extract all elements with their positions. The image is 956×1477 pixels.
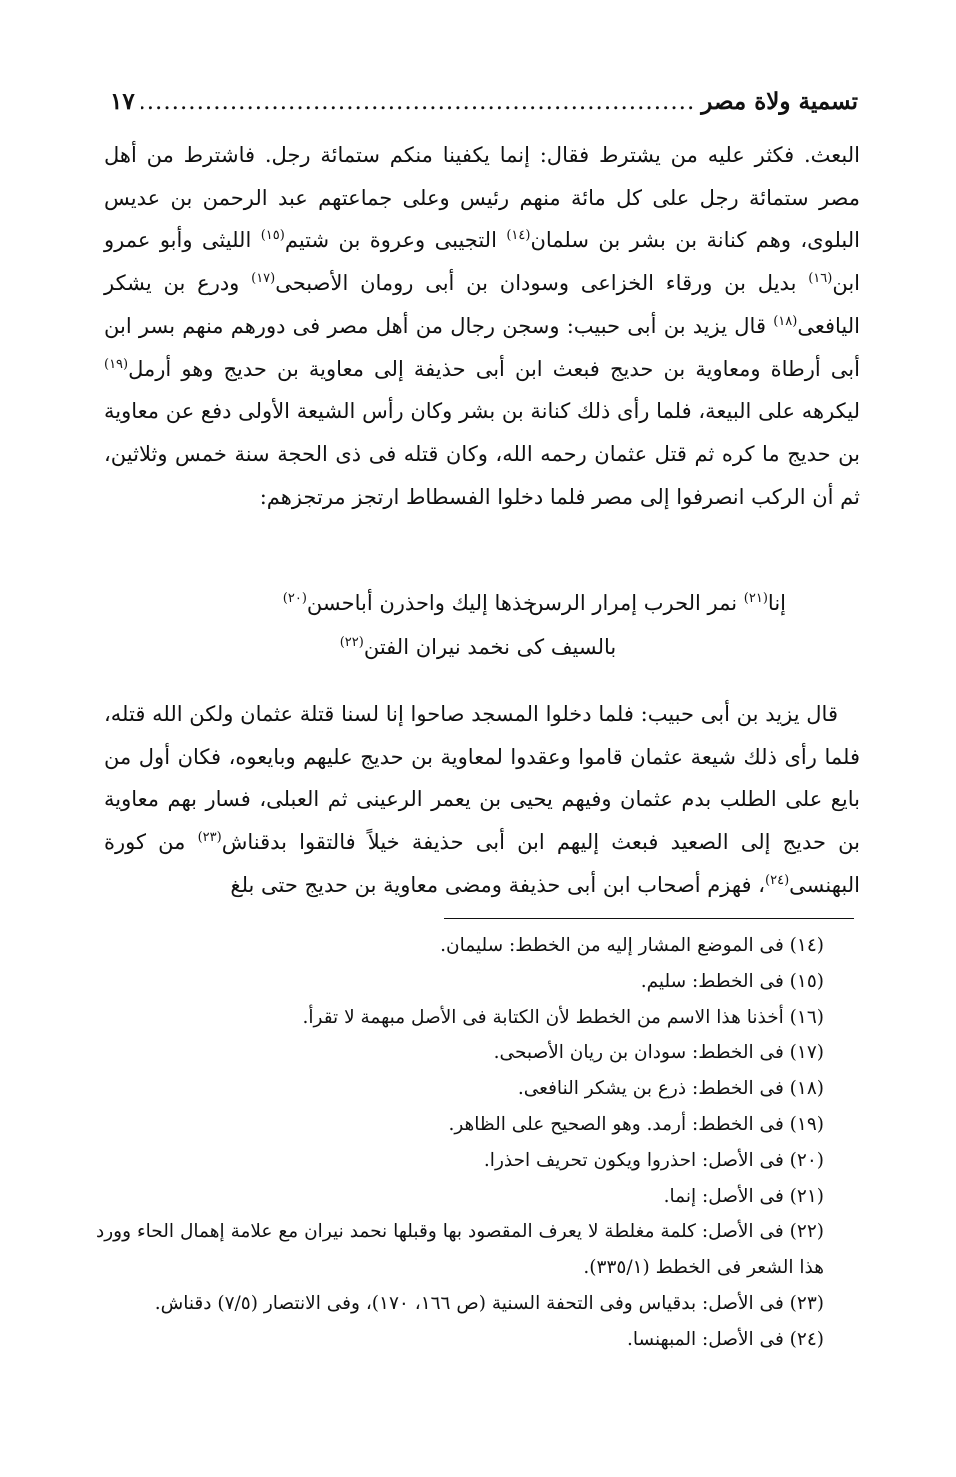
footnote-23: (٢٣) فى الأصل: بدقياس وفى التحفة السنية (ص ١٦٦، ١٧٠)، وفى الانتصار (٧/٥) دقناش. (154, 1292, 824, 1314)
footnote-marker: (١٨) (773, 313, 798, 329)
footnote-marker: (٢٤) (765, 872, 790, 888)
body-paragraph-1: البعث. فكثر عليه من يشترط فقال: إنما يكفينا منكم ستمائة رجل. فاشترط من أهل مصر ستمائة رجل على كل مائة منهم رئيس وعلى جماعتهم عبد الرحمن بن عديس البلوى، وهم كنانة بن بشر بن سلمان$^{(١٤)}$ التجيبى وعروة بن شتيم$^{(١٥)}$ الليثى وأبو عمرو ابن$^{(١٦)}$ بديل بن ورقاء الخزاعى وسودان بن أبى رومان الأصبحى$^{(١٧)}$ ودرع بن يشكر اليافعى$^{(١٨)}$ قال يزيد بن أبى حبيب: وسجن رجال من أهل مصر فى دورهم منهم بسر ابن أبى أرطاة ومعاوية بن حديج فبعث ابن أبى حذيفة إلى معاوية بن حديج وهو أرمل$^{(١٩)}$ ليكرهه على البيعة، فلما رأى ذلك كنانة بن بشر وكان رأس الشيعة الأولى دفع عن معاوية بن حديج ما كره ثم قتل عثمان رحمه الله، وكان قتله فى ذى الحجة سنة خمس وثلاثين، ثم أن الركب انصرفوا إلى مصر فلما دخلوا الفسطاط ارتجز مرتجزهم: (104, 143, 860, 509)
verse-line-1-first-hemistich: خذها إليك واحذرن أباحسن$^{(٢٠)}$ (282, 591, 536, 615)
body-paragraph-2: قال يزيد بن أبى حبيب: فلما دخلوا المسجد صاحوا إنا لسنا قتلة عثمان ولكن الله قتله، فلما رأى ذلك شيعة عثمان قاموا وعقدوا لمعاوية بن حديج عليهم وبايعوه، فكان أول من بايع على الطلب بدم عثمان وفيهم يحيى بن يعمر الرعينى ثم العبلى، فسار بهم معاوية بن حديج إلى الصعيد فبعث إليهم ابن أبى حذيفة خيلاً فالتقوا بدقناش$^{(٢٣)}$ من كورة البهنسى$^{(٢٤)}$، فهزم أصحاب ابن أبى حذيفة ومضى معاوية بن حديج حتى بلغ (104, 702, 861, 897)
footnote-marker: (١٥) (260, 228, 285, 244)
footnote-19: (١٩) فى الخطط: أرمد. وهو الصحيح على الظاهر. (448, 1113, 824, 1135)
footnote-marker: (٢٢) (339, 635, 364, 650)
footnote-20: (٢٠) فى الأصل: احذروا ويكون تحريف احذرا. (483, 1149, 824, 1171)
verse-line-2: بالسيف كى نخمد نيران الفتن$^{(٢٢)}$ (339, 635, 617, 659)
footnotes-list (96, 928, 824, 1358)
footnote-marker: (١٩) (104, 356, 129, 372)
header-title: تسمية ولاة مصر (701, 88, 858, 115)
footnote-marker: (٢٣) (197, 830, 222, 846)
footnote-marker: (١٤) (506, 228, 531, 244)
page-number: ١٧ (110, 88, 135, 115)
footnote-24: (٢٤) فى الأصل: المبهنسا. (626, 1328, 824, 1350)
running-header (110, 88, 858, 128)
footnote-marker: (١٧) (251, 271, 276, 287)
footnote-16: (١٦) أخذنا هذا الاسم من الخطط لأن الكتابة فى الأصل مبهمة لا تقرأ. (302, 1006, 824, 1028)
leader-dots (141, 89, 696, 115)
footnote-marker: (٢٠) (282, 591, 307, 606)
footnote-15: (١٥) فى الخطط: سليم. (640, 970, 824, 992)
verse-line-1-second-hemistich: إنا$^{(٢١)}$ نمر الحرب إمرار الرسن (528, 591, 786, 615)
footnote-14: (١٤) فى الموضع المشار إليه من الخطط: سليمان. (440, 935, 824, 956)
footnote-22: (٢٢) فى الأصل: كلمة مغلطة لا يعرف المقصود بها وقبلها نحمد نيران مع علامة إهمال الحاء وورد هذا الشعر فى الخطط (٣٣٥/١). (96, 1221, 824, 1279)
footnote-18: (١٨) فى الخطط: ذرع بن يشكر النافعى. (517, 1078, 824, 1100)
footnote-21: (٢١) فى الأصل: إنما. (663, 1185, 824, 1207)
footnote-marker: (٢١) (743, 591, 768, 606)
footnote-17: (١٧) فى الخطط: سودان بن ريان الأصبحى. (493, 1042, 824, 1064)
footnote-marker: (١٦) (808, 271, 833, 287)
footnote-separator (444, 918, 854, 919)
